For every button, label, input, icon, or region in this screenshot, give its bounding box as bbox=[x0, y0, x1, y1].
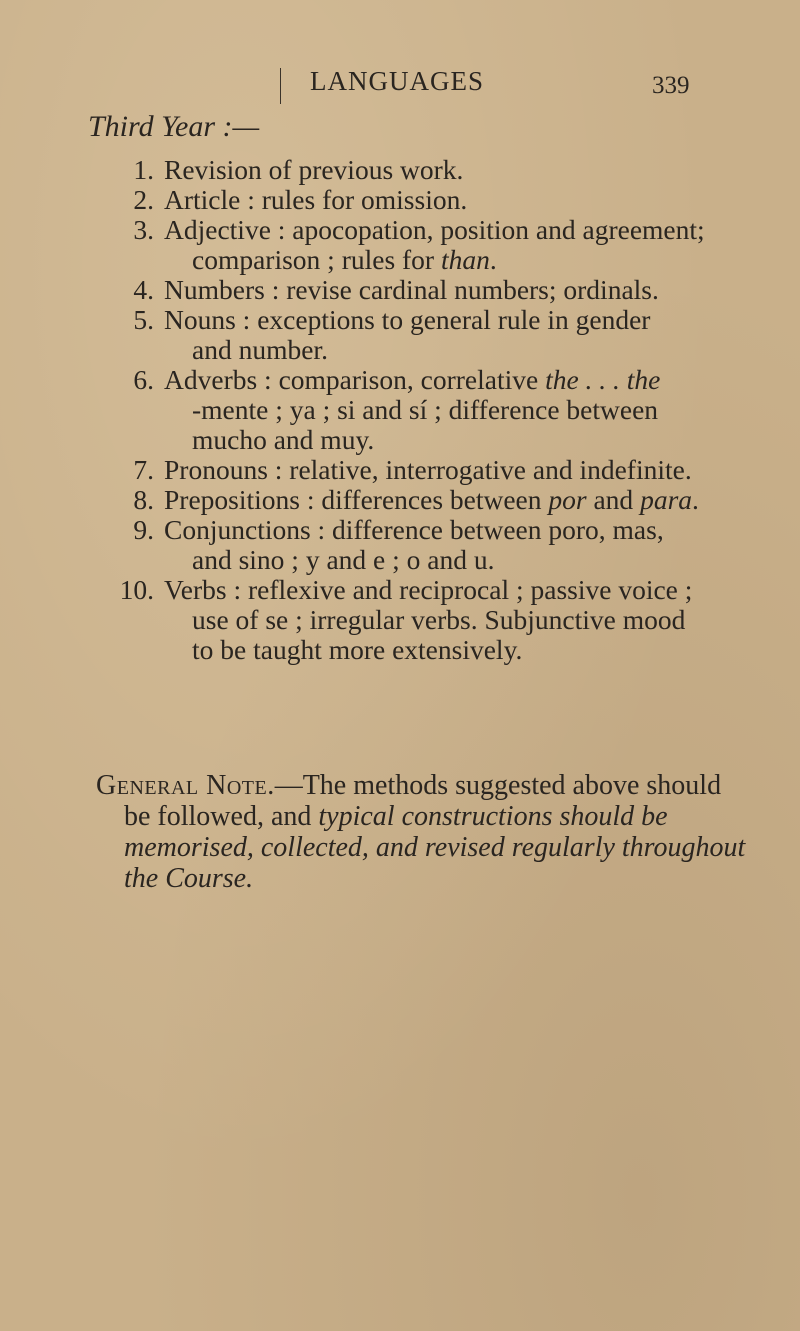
gutter-line bbox=[280, 68, 281, 104]
list-item bbox=[0, 575, 800, 665]
item-number: 9. bbox=[133, 514, 154, 545]
item-number: 5. bbox=[133, 304, 154, 335]
item-text-continued: comparison ; rules for than. bbox=[192, 244, 497, 275]
list-item bbox=[0, 485, 800, 515]
page-header bbox=[0, 66, 800, 106]
item-text: Adverbs : comparison, correlative the . . . the bbox=[164, 364, 661, 395]
note-first-line: General Note.—The methods suggested above should bbox=[96, 770, 722, 801]
page-number: 339 bbox=[652, 72, 690, 99]
note-label: General Note. bbox=[96, 770, 275, 801]
list-item bbox=[0, 185, 800, 215]
list-item bbox=[0, 365, 800, 455]
item-number: 10. bbox=[119, 574, 154, 605]
list-item bbox=[0, 305, 800, 365]
item-text: Pronouns : relative, interrogative and indefinite. bbox=[164, 454, 692, 485]
item-text-continued: use of se ; irregular verbs. Subjunctive mood bbox=[192, 604, 686, 635]
item-text-continued: to be taught more extensively. bbox=[192, 634, 523, 665]
list-item bbox=[0, 155, 800, 185]
list-item bbox=[0, 455, 800, 485]
note-line: memorised, collected, and revised regularly throughout bbox=[124, 832, 746, 863]
item-number: 7. bbox=[133, 454, 154, 485]
item-text: Revision of previous work. bbox=[164, 154, 464, 185]
item-number: 1. bbox=[133, 154, 154, 185]
item-text: Verbs : reflexive and reciprocal ; passive voice ; bbox=[164, 574, 693, 605]
note-line: the Course. bbox=[124, 863, 254, 894]
list-item bbox=[0, 275, 800, 305]
note-line: be followed, and typical constructions should be bbox=[124, 801, 668, 832]
item-text: Numbers : revise cardinal numbers; ordinals. bbox=[164, 274, 659, 305]
item-number: 6. bbox=[133, 364, 154, 395]
item-text: Prepositions : differences between por and para. bbox=[164, 484, 699, 515]
general-note bbox=[96, 770, 756, 894]
item-number: 2. bbox=[133, 184, 154, 215]
syllabus-list bbox=[0, 155, 800, 665]
item-text: Article : rules for omission. bbox=[164, 184, 468, 215]
list-item bbox=[0, 215, 800, 275]
item-number: 8. bbox=[133, 484, 154, 515]
item-number: 4. bbox=[133, 274, 154, 305]
item-number: 3. bbox=[133, 214, 154, 245]
item-text-continued: and sino ; y and e ; o and u. bbox=[192, 544, 495, 575]
item-text-continued: mucho and muy. bbox=[192, 424, 375, 455]
running-head: LANGUAGES bbox=[310, 66, 484, 96]
item-text-continued: and number. bbox=[192, 334, 328, 365]
item-text-continued: -mente ; ya ; si and sí ; difference between bbox=[192, 394, 659, 425]
list-item bbox=[0, 515, 800, 575]
item-text: Conjunctions : difference between poro, mas, bbox=[164, 514, 664, 545]
item-text: Nouns : exceptions to general rule in gender bbox=[164, 304, 651, 335]
item-text: Adjective : apocopation, position and agreement; bbox=[164, 214, 705, 245]
section-title: Third Year :— bbox=[88, 110, 260, 143]
